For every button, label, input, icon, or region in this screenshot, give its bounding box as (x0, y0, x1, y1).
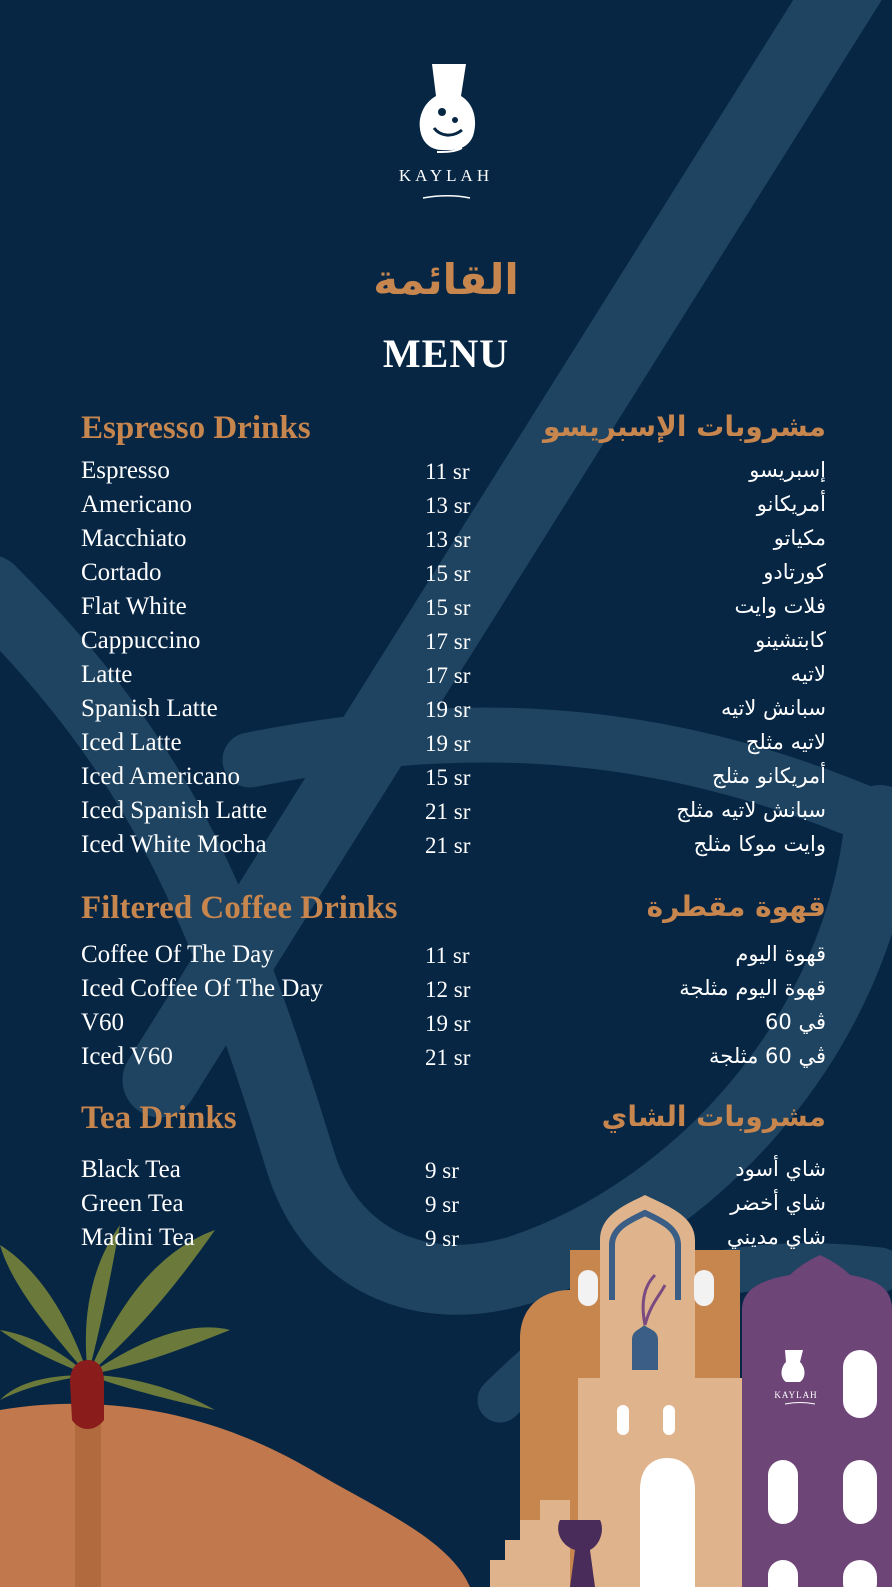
item-name: Iced Latte (81, 729, 182, 756)
menu-item (0, 941, 892, 975)
item-name-arabic: شاي مديني (726, 1225, 826, 1249)
item-name: Iced White Mocha (81, 831, 267, 858)
purple-building-icon (742, 1255, 892, 1587)
menu-item (0, 627, 892, 661)
menu-item (0, 559, 892, 593)
item-name: Latte (81, 661, 133, 688)
item-price: 9 sr (425, 1226, 459, 1251)
menu-item (0, 457, 892, 491)
menu-item (0, 831, 892, 865)
logo-underline (423, 196, 470, 198)
item-name: Cappuccino (81, 627, 201, 654)
menu-item (0, 975, 892, 1009)
item-name: Americano (81, 491, 193, 518)
menu-item (0, 491, 892, 525)
menu-item (0, 1190, 892, 1224)
menu-item (0, 1224, 892, 1258)
item-name: V60 (81, 1009, 125, 1036)
section-title-filtered-ar: قهوة مقطرة (646, 890, 826, 923)
item-price: 13 sr (425, 527, 471, 552)
item-name: Flat White (81, 593, 187, 620)
item-price: 11 sr (425, 459, 470, 484)
item-price: 19 sr (425, 697, 471, 722)
menu-item (0, 729, 892, 763)
item-price: 19 sr (425, 1011, 471, 1036)
menu-item (0, 1009, 892, 1043)
section-title-espresso-ar: مشروبات الإسبريسو (543, 410, 826, 443)
kaylah-cup-logo-icon (420, 64, 475, 152)
item-price: 17 sr (425, 629, 471, 654)
mini-brand-name: KAYLAH (774, 1390, 818, 1400)
item-name: Macchiato (81, 525, 187, 552)
item-price: 15 sr (425, 561, 471, 586)
menu-item (0, 525, 892, 559)
item-name: Spanish Latte (81, 695, 218, 722)
item-name-arabic: لاتيه مثلج (745, 730, 826, 754)
menu-item (0, 797, 892, 831)
item-name: Black Tea (81, 1156, 181, 1183)
item-name: Coffee Of The Day (81, 941, 274, 968)
item-price: 15 sr (425, 765, 471, 790)
item-price: 19 sr (425, 731, 471, 756)
item-name-arabic: شاي أخضر (730, 1191, 826, 1215)
item-name: Espresso (81, 457, 170, 484)
item-name: Iced Americano (81, 763, 240, 790)
item-name: Green Tea (81, 1190, 184, 1217)
item-name: Iced Coffee Of The Day (81, 975, 324, 1002)
item-name-arabic: كورتادو (763, 560, 826, 584)
item-name-arabic: وايت موكا مثلج (693, 832, 826, 856)
item-price: 12 sr (425, 977, 471, 1002)
desert-dune (0, 1404, 470, 1587)
item-name: Cortado (81, 559, 162, 586)
menu-title-english: MENU (382, 331, 510, 376)
section-title-filtered-en: Filtered Coffee Drinks (81, 890, 398, 926)
item-price: 21 sr (425, 1045, 471, 1070)
menu-title-arabic: القائمة (373, 255, 519, 304)
item-price: 15 sr (425, 595, 471, 620)
item-name: Iced Spanish Latte (81, 797, 268, 824)
item-price: 21 sr (425, 799, 471, 824)
item-price: 21 sr (425, 833, 471, 858)
item-name-arabic: ڤي 60 (765, 1010, 826, 1034)
item-name-arabic: كابتشينو (755, 628, 826, 652)
item-price: 13 sr (425, 493, 471, 518)
section-title-espresso-en: Espresso Drinks (81, 410, 311, 446)
section-title-tea-ar: مشروبات الشاي (601, 1100, 826, 1133)
item-name-arabic: مكياتو (773, 526, 826, 550)
brand-name: KAYLAH (398, 166, 494, 185)
item-name: Iced V60 (81, 1043, 173, 1070)
item-name-arabic: سبانش لاتيه مثلج (676, 798, 826, 822)
item-price: 9 sr (425, 1158, 459, 1183)
item-name-arabic: ڤي 60 مثلجة (709, 1044, 826, 1068)
menu-item (0, 1043, 892, 1077)
item-price: 9 sr (425, 1192, 459, 1217)
item-name-arabic: أمريكانو مثلج (712, 764, 826, 788)
menu-item (0, 1156, 892, 1190)
menu-item (0, 763, 892, 797)
item-name-arabic: قهوة اليوم (735, 942, 826, 966)
item-name-arabic: قهوة اليوم مثلجة (679, 976, 826, 1000)
menu-item (0, 661, 892, 695)
menu-item (0, 695, 892, 729)
item-name-arabic: شاي أسود (735, 1157, 826, 1181)
item-name-arabic: لاتيه (790, 662, 826, 686)
item-name-arabic: فلات وايت (734, 594, 826, 618)
item-price: 11 sr (425, 943, 470, 968)
item-name-arabic: إسبريسو (749, 458, 826, 482)
menu-item (0, 593, 892, 627)
item-name: Madini Tea (81, 1224, 195, 1251)
item-name-arabic: سبانش لاتيه (720, 696, 826, 720)
item-name-arabic: أمريكانو (756, 492, 826, 516)
item-price: 17 sr (425, 663, 471, 688)
section-title-tea-en: Tea Drinks (81, 1100, 237, 1136)
